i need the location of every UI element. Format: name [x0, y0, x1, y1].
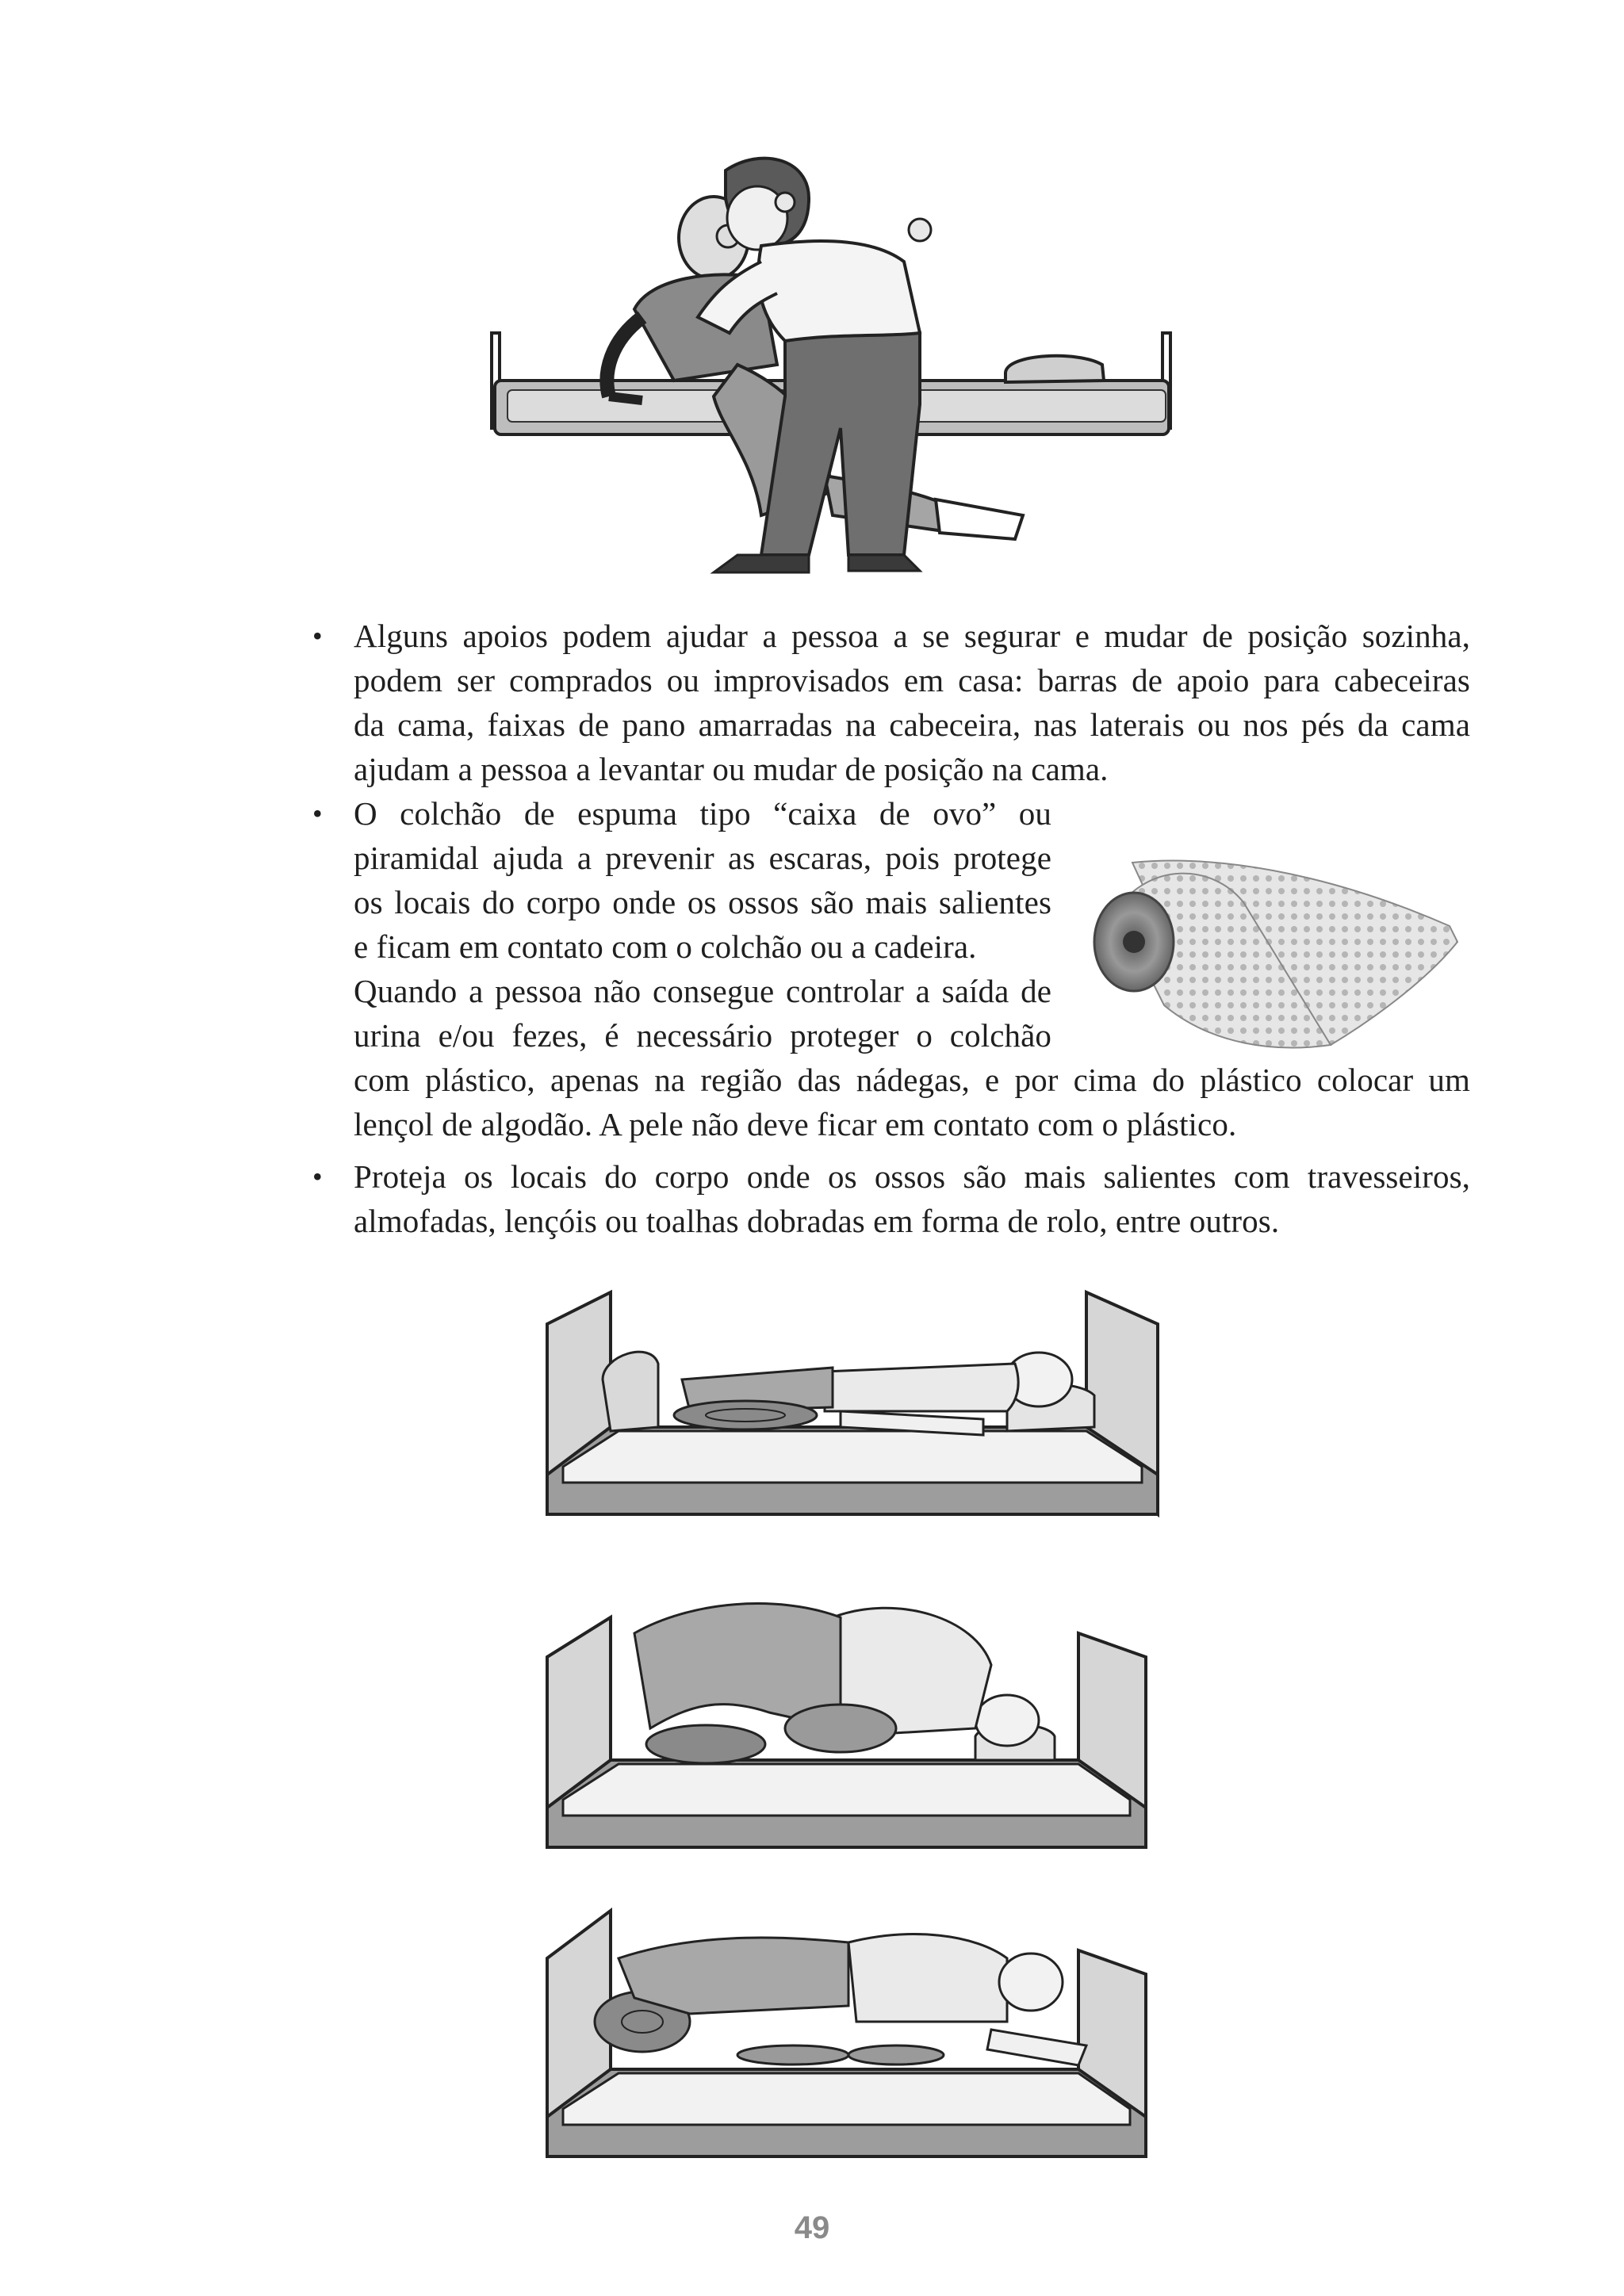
paragraph-support-aids [354, 614, 1470, 791]
text-line: com plástico, apenas na região das nádegas, e por cima do plástico colocar um [354, 1062, 1470, 1098]
text-line: da cama, faixas de pano amarradas na cabeceira, nas laterais ou nos pés da cama [354, 706, 1470, 743]
bed-supine-illustration [539, 1276, 1174, 1530]
text-line: almofadas, lençóis ou toalhas dobradas em forma de rolo, entre outros. [354, 1203, 1280, 1239]
bullet-marker: • [312, 1161, 323, 1192]
text-line: Proteja os locais do corpo onde os ossos são mais salientes com travesseiros, [354, 1158, 1470, 1195]
text-line: urina e/ou fezes, é necessário proteger o colchão [354, 1017, 1051, 1054]
bed-side-lying-illustration [531, 1570, 1166, 1863]
paragraph-egg-crate-mattress-continued [354, 1058, 1470, 1146]
text-line: os locais do corpo onde os ossos são mais salientes [354, 884, 1051, 920]
text-line: e ficam em contato com o colchão ou a cadeira. [354, 928, 977, 965]
page-number: 49 [794, 2210, 830, 2245]
text-line: podem ser comprados ou improvisados em casa: barras de apoio para cabeceiras [354, 662, 1470, 698]
bullet-marker: • [312, 798, 323, 829]
text-line: Quando a pessoa não consegue controlar a saída de [354, 973, 1051, 1009]
egg-crate-mattress-illustration [1085, 847, 1465, 1069]
paragraph-protect-bony-areas [354, 1154, 1470, 1243]
text-line: lençol de algodão. A pele não deve ficar em contato com o plástico. [354, 1106, 1237, 1142]
bed-prone-illustration [531, 1887, 1166, 2172]
paragraph-egg-crate-mattress [354, 791, 1051, 1058]
bullet-marker: • [312, 620, 323, 652]
text-line: O colchão de espuma tipo “caixa de ovo” ou [354, 795, 1051, 832]
caregiver-transfer-illustration [476, 143, 1189, 587]
text-line: ajudam a pessoa a levantar ou mudar de posição na cama. [354, 751, 1109, 787]
text-line: Alguns apoios podem ajudar a pessoa a se segurar e mudar de posição sozinha, [354, 618, 1470, 654]
text-line: piramidal ajuda a prevenir as escaras, pois protege [354, 840, 1051, 876]
